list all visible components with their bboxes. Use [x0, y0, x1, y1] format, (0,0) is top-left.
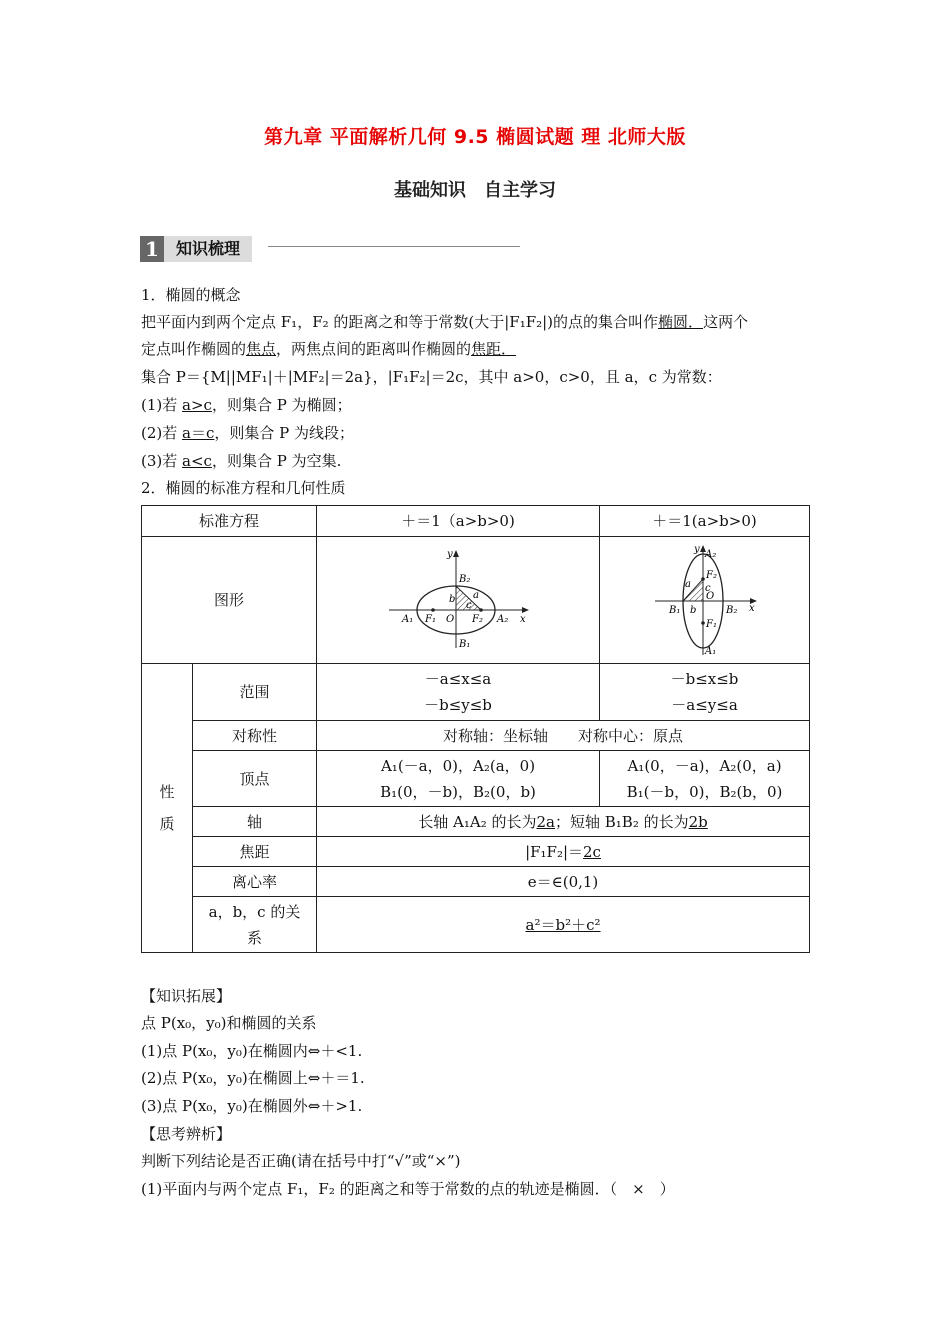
page-subtitle: 基础知识 自主学习	[394, 180, 556, 201]
case-text: ，则集合 P 为椭圆；	[211, 396, 352, 414]
case-2	[141, 423, 354, 443]
label-x: x	[748, 602, 755, 614]
label-a: a	[684, 578, 691, 590]
label-b: b	[449, 593, 456, 605]
header-equation-vertical: ＋＝1(a>b>0)	[600, 506, 810, 537]
properties-label-char: 性	[159, 783, 175, 801]
label-x: x	[520, 613, 526, 625]
label-f2: F₂	[472, 613, 483, 625]
vertices-label: 顶点	[193, 751, 317, 807]
answer-blank: a＝c	[182, 424, 215, 442]
label-b: b	[689, 604, 696, 616]
figure-label: 图形	[142, 537, 317, 664]
label-c: c	[466, 599, 472, 611]
table-row	[142, 807, 810, 837]
range-vertical	[600, 664, 810, 721]
set-definition: 集合 P＝{M||MF₁|＋|MF₂|＝2a}，|F₁F₂|＝2c，其中 a>0，c>0，且 a，c 为常数：	[141, 368, 722, 386]
standard-heading: 2．椭圆的标准方程和几何性质	[141, 479, 346, 497]
axis-text: ；短轴 B₁B₂ 的长为	[555, 812, 689, 831]
range-horizontal	[317, 664, 600, 721]
label-a: a	[473, 589, 479, 601]
vertices-b: B₁(－b，0)，B₂(b，0)	[626, 782, 783, 801]
label-b2: B₂	[459, 573, 471, 585]
table-row	[142, 537, 810, 664]
extension-intro: 点 P(x₀，y₀)和椭圆的关系	[141, 1014, 317, 1032]
vertices-a: A₁(0，－a)，A₂(0，a)	[627, 756, 782, 775]
thinking-heading: 【思考辨析】	[141, 1125, 232, 1143]
case-text: (2)若	[141, 424, 183, 442]
label-a1: A₁	[402, 613, 414, 625]
answer-blank: 2c	[583, 842, 601, 861]
vertices-horizontal	[317, 751, 600, 807]
table-row	[142, 506, 810, 537]
properties-label-char: 质	[159, 815, 175, 833]
properties-label	[142, 664, 193, 953]
label-b1: B₁	[459, 638, 471, 650]
case-text: ，则集合 P 为空集.	[211, 452, 342, 470]
label-c: c	[704, 582, 711, 594]
table-row	[142, 897, 810, 953]
concept-text: 把平面内到两个定点 F₁，F₂ 的距离之和等于常数(大于|F₁F₂|)的点的集合叫作	[141, 313, 659, 331]
case-3	[141, 451, 341, 471]
symmetry-label: 对称性	[193, 721, 317, 751]
vertices-vertical	[600, 751, 810, 807]
focal-label: 焦距	[193, 837, 317, 867]
range-x: －a≤x≤a	[424, 670, 492, 688]
vertices-b: B₁(0，－b)，B₂(0，b)	[380, 782, 536, 801]
extension-item: (3)点 P(x₀，y₀)在椭圆外⇔＋>1.	[141, 1097, 363, 1115]
answer-blank: a²＝b²＋c²	[525, 915, 601, 934]
case-text: (3)若	[141, 452, 183, 470]
figure-horizontal-cell	[317, 537, 600, 664]
header-equation-horizontal: ＋＝1（a>b>0)	[317, 506, 600, 537]
section-label: 知识梳理	[164, 236, 252, 262]
concept-text: 定点叫作椭圆的	[141, 340, 247, 358]
thinking-question: (1)平面内与两个定点 F₁，F₂ 的距离之和等于常数的点的轨迹是椭圆．（ × ）	[141, 1180, 675, 1198]
concept-text: ，两焦点间的距离叫作椭圆的	[276, 340, 472, 358]
figure-vertical-cell	[600, 537, 810, 664]
extension-item: (2)点 P(x₀，y₀)在椭圆上⇔＋＝1.	[141, 1069, 365, 1087]
concept-paragraph-line-2	[141, 339, 516, 359]
label-y: y	[693, 543, 700, 555]
answer-blank: 椭圆．	[658, 313, 704, 331]
eccentricity-value: e＝∈(0,1)	[317, 867, 810, 897]
focus-point	[479, 608, 483, 612]
range-y: －b≤y≤b	[424, 696, 492, 714]
table-row	[142, 837, 810, 867]
case-1	[141, 395, 352, 415]
header-label: 标准方程	[142, 506, 317, 537]
table-row	[142, 751, 810, 807]
label-f1: F₁	[705, 618, 717, 630]
page-title: 第九章 平面解析几何 9.5 椭圆试题 理 北师大版	[264, 126, 686, 148]
section-rule	[268, 246, 520, 247]
answer-blank: 2b	[688, 812, 708, 831]
label-f2: F₂	[705, 569, 717, 581]
eccentricity-label: 离心率	[193, 867, 317, 897]
axis-label: 轴	[193, 807, 317, 837]
label-a2: A₂	[704, 548, 716, 560]
relation-label-line: 系	[247, 928, 263, 947]
focus-point	[701, 577, 705, 581]
label-b1: B₁	[668, 604, 680, 616]
answer-blank: 2a	[536, 812, 555, 831]
axis-text: 长轴 A₁A₂ 的长为	[418, 812, 537, 831]
y-arrow-icon	[453, 550, 459, 557]
answer-blank: a<c	[182, 452, 212, 470]
symmetry-value: 对称轴：坐标轴 对称中心：原点	[317, 721, 810, 751]
section-number: 1	[140, 236, 164, 262]
label-y: y	[447, 548, 453, 560]
relation-label	[193, 897, 317, 953]
table-row	[142, 867, 810, 897]
answer-blank: 焦距．	[471, 340, 517, 358]
label-a2: A₂	[497, 613, 509, 625]
relation-label-line: a，b，c 的关	[208, 902, 301, 921]
focal-text: |F₁F₂|＝	[525, 842, 584, 861]
focal-value	[317, 837, 810, 867]
case-text: ，则集合 P 为线段；	[214, 424, 355, 442]
label-o: O	[446, 613, 455, 625]
concept-paragraph-line-1	[141, 312, 748, 332]
table-row	[142, 721, 810, 751]
ellipse-properties-table	[141, 505, 810, 953]
horizontal-ellipse-diagram	[383, 548, 533, 653]
table-row	[142, 664, 810, 721]
extension-heading: 【知识拓展】	[141, 987, 232, 1005]
range-x: －b≤x≤b	[670, 670, 739, 688]
vertical-ellipse-diagram	[645, 543, 765, 658]
answer-blank: 焦点	[246, 340, 277, 358]
label-o: O	[705, 590, 714, 602]
label-a1: A₁	[704, 645, 716, 657]
label-b2: B₂	[725, 604, 737, 616]
answer-blank: a>c	[182, 396, 212, 414]
relation-value	[317, 897, 810, 953]
x-arrow-icon	[522, 607, 529, 613]
label-f1: F₁	[425, 613, 436, 625]
focus-point	[701, 621, 705, 625]
range-y: －a≤y≤a	[671, 696, 738, 714]
thinking-instruction: 判断下列结论是否正确(请在括号中打“√”或“×”)	[141, 1152, 461, 1170]
case-text: (1)若	[141, 396, 183, 414]
concept-text: 这两个	[703, 313, 749, 331]
vertices-a: A₁(－a，0)，A₂(a，0)	[380, 756, 536, 775]
range-label: 范围	[193, 664, 317, 721]
extension-item: (1)点 P(x₀，y₀)在椭圆内⇔＋<1.	[141, 1042, 363, 1060]
focus-point	[431, 608, 435, 612]
axis-value	[317, 807, 810, 837]
concept-heading: 1．椭圆的概念	[141, 286, 241, 304]
